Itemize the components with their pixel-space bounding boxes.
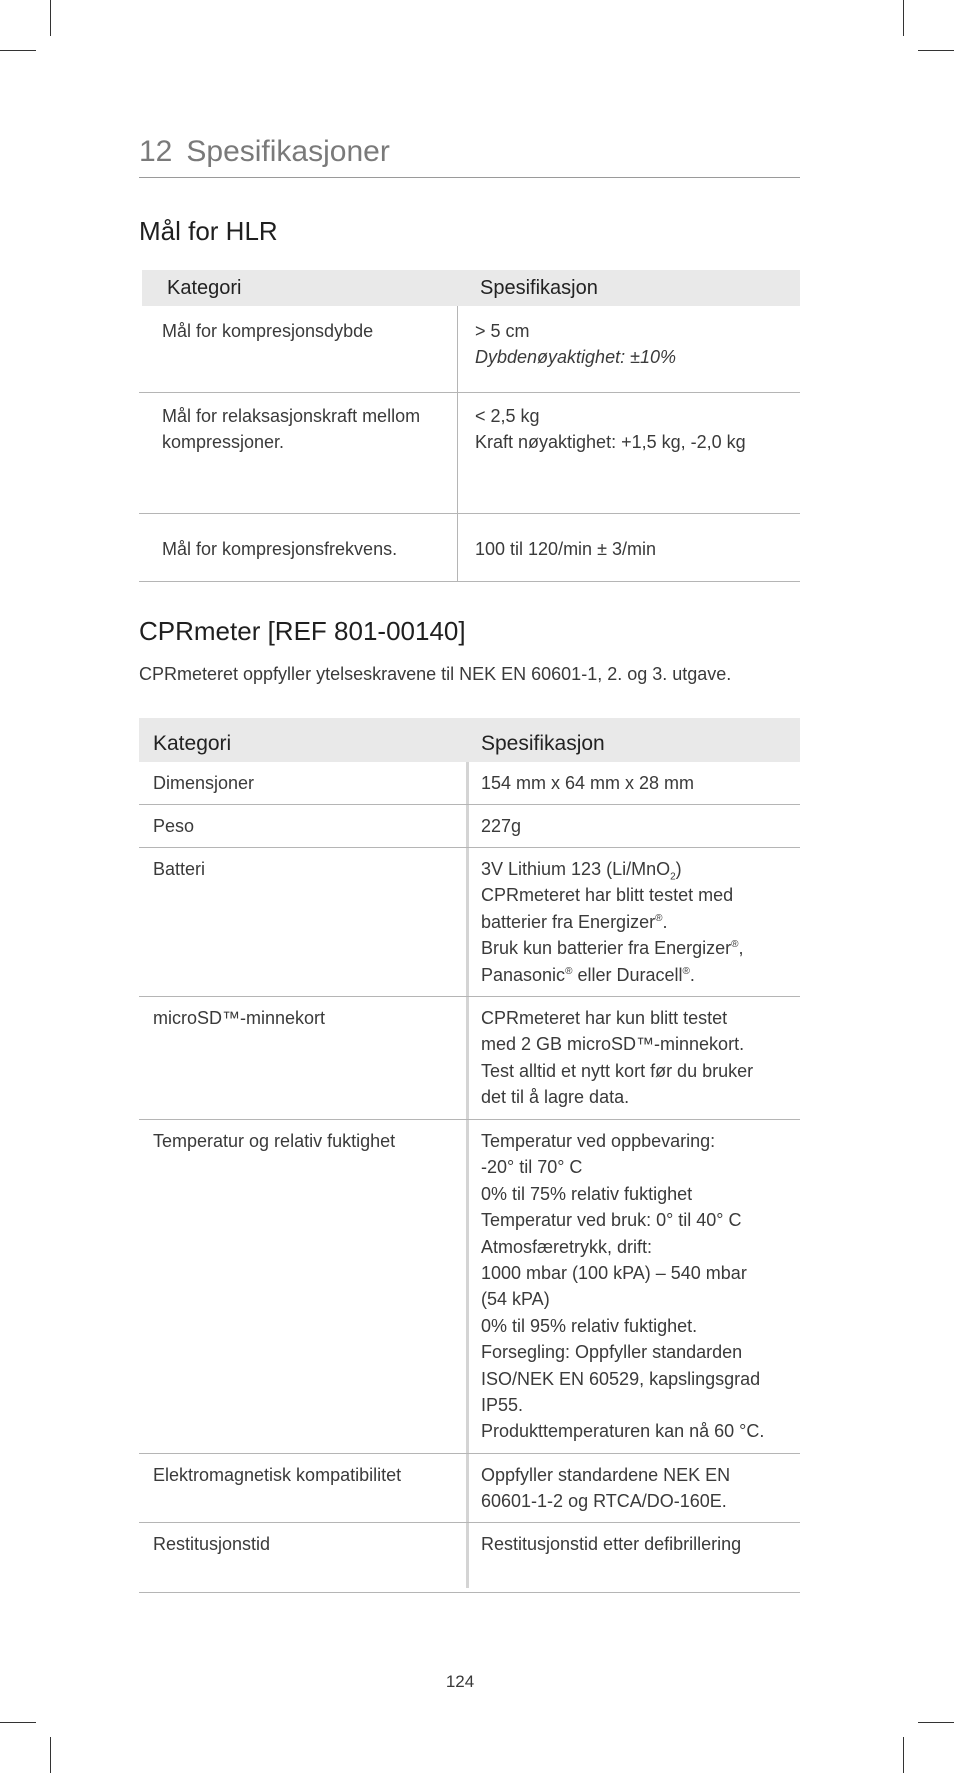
crop-mark bbox=[0, 50, 36, 51]
table-row bbox=[139, 514, 800, 582]
crop-mark bbox=[0, 1722, 36, 1723]
spec-line-italic: Dybdenøyaktighet: ±10% bbox=[475, 347, 676, 367]
spec-line: Kraft nøyaktighet: +1,5 kg, -2,0 kg bbox=[475, 432, 746, 452]
spec-line: Test alltid et nytt kort før du bruker bbox=[481, 1060, 754, 1081]
spec-line: 154 mm x 64 mm x 28 mm bbox=[481, 773, 695, 793]
spec-line: det til å lagre data. bbox=[481, 1087, 630, 1108]
crop-mark bbox=[50, 0, 51, 36]
table-row bbox=[139, 1120, 800, 1454]
header-category: Kategori bbox=[167, 277, 242, 299]
row-spec bbox=[481, 1462, 797, 1515]
section-title-hlr: Mål for HLR bbox=[139, 216, 278, 246]
spec-line: Temperatur ved bruk: 0° til 40° C bbox=[481, 1210, 742, 1231]
spec-line: > 5 cm bbox=[475, 321, 530, 341]
row-category: Batteri bbox=[153, 859, 206, 879]
spec-line: med 2 GB microSD™-minnekort. bbox=[481, 1034, 745, 1055]
chapter-number: 12 bbox=[139, 135, 173, 168]
crop-mark bbox=[903, 0, 904, 36]
spec-line: CPRmeteret har blitt testet med bbox=[481, 885, 734, 906]
chapter-heading bbox=[139, 132, 800, 172]
spec-line: Panasonic® eller Duracell®. bbox=[481, 964, 695, 985]
spec-line: Restitusjonstid etter defibrillering bbox=[481, 1534, 742, 1554]
row-category: Temperatur og relativ fuktighet bbox=[153, 1131, 396, 1151]
row-spec bbox=[481, 1531, 797, 1557]
table-row bbox=[139, 1523, 800, 1593]
row-spec bbox=[475, 318, 795, 370]
row-category: microSD™-minnekort bbox=[153, 1008, 326, 1028]
row-category: Mål for kompresjonsfrekvens. bbox=[162, 539, 398, 559]
spec-line: < 2,5 kg bbox=[475, 406, 540, 426]
chapter-title: Spesifikasjoner bbox=[186, 135, 390, 168]
table-header bbox=[139, 718, 800, 762]
spec-line: (54 kPA) bbox=[481, 1289, 550, 1310]
spec-line: Atmosfæretrykk, drift: bbox=[481, 1236, 653, 1257]
header-spec: Spesifikasjon bbox=[480, 277, 598, 299]
page-number: 124 bbox=[445, 1672, 475, 1691]
spec-line: 60601-1-2 og RTCA/DO-160E. bbox=[481, 1491, 727, 1512]
row-spec bbox=[475, 536, 795, 562]
table-row bbox=[139, 306, 800, 393]
spec-line: Bruk kun batterier fra Energizer®, bbox=[481, 938, 744, 959]
table-row bbox=[139, 1454, 800, 1523]
header-spec: Spesifikasjon bbox=[481, 732, 605, 755]
table-row bbox=[139, 997, 800, 1120]
row-category: Elektromagnetisk kompatibilitet bbox=[153, 1465, 402, 1485]
section-title-cprmeter: CPRmeter [REF 801-00140] bbox=[139, 616, 466, 646]
spec-line: ISO/NEK EN 60529, kapslingsgrad bbox=[481, 1368, 761, 1389]
row-category: Mål for relaksasjonskraft mellom kompressjoner. bbox=[162, 406, 421, 452]
crop-mark bbox=[918, 50, 954, 51]
spec-line: Oppfyller standardene NEK EN bbox=[481, 1465, 731, 1485]
row-category: Peso bbox=[153, 816, 195, 836]
spec-line: 3V Lithium 123 (Li/MnO$_2$) bbox=[481, 859, 682, 883]
row-spec bbox=[481, 770, 797, 796]
spec-line: CPRmeteret har kun blitt testet bbox=[481, 1008, 728, 1028]
chapter-rule bbox=[139, 177, 800, 178]
spec-line: Temperatur ved oppbevaring: bbox=[481, 1131, 716, 1151]
cprmeter-spec-table bbox=[139, 718, 800, 1593]
row-spec bbox=[481, 1005, 797, 1111]
spec-line: 0% til 75% relativ fuktighet bbox=[481, 1183, 693, 1204]
spec-line: 0% til 95% relativ fuktighet. bbox=[481, 1315, 698, 1336]
row-category: Restitusjonstid bbox=[153, 1534, 271, 1554]
crop-mark bbox=[903, 1737, 904, 1773]
row-spec bbox=[481, 813, 797, 839]
spec-line: 100 til 120/min ± 3/min bbox=[475, 539, 656, 559]
spec-line: Produkttemperaturen kan nå 60 °C. bbox=[481, 1421, 765, 1442]
row-spec bbox=[481, 1128, 797, 1445]
table-row bbox=[139, 762, 800, 805]
crop-mark bbox=[50, 1737, 51, 1773]
header-category: Kategori bbox=[153, 732, 232, 755]
table-header bbox=[142, 270, 800, 306]
spec-line: -20° til 70° C bbox=[481, 1157, 583, 1178]
row-category: Mål for kompresjonsdybde bbox=[162, 321, 374, 341]
table-row bbox=[139, 805, 800, 848]
crop-mark bbox=[918, 1722, 954, 1723]
spec-line: 227g bbox=[481, 816, 522, 836]
table-row bbox=[139, 393, 800, 514]
spec-line: 1000 mbar (100 kPA) – 540 mbar bbox=[481, 1263, 747, 1284]
spec-line: IP55. bbox=[481, 1395, 524, 1416]
spec-line: batterier fra Energizer®. bbox=[481, 911, 668, 932]
section-intro: CPRmeteret oppfyller ytelseskravene til NEK EN 60601-1, 2. og 3. utgave. bbox=[139, 664, 732, 684]
hlr-spec-table bbox=[139, 270, 800, 582]
row-category: Dimensjoner bbox=[153, 773, 255, 793]
row-spec bbox=[481, 856, 797, 988]
table-row bbox=[139, 848, 800, 997]
spec-line: Forsegling: Oppfyller standarden bbox=[481, 1342, 743, 1363]
row-spec bbox=[475, 403, 795, 455]
